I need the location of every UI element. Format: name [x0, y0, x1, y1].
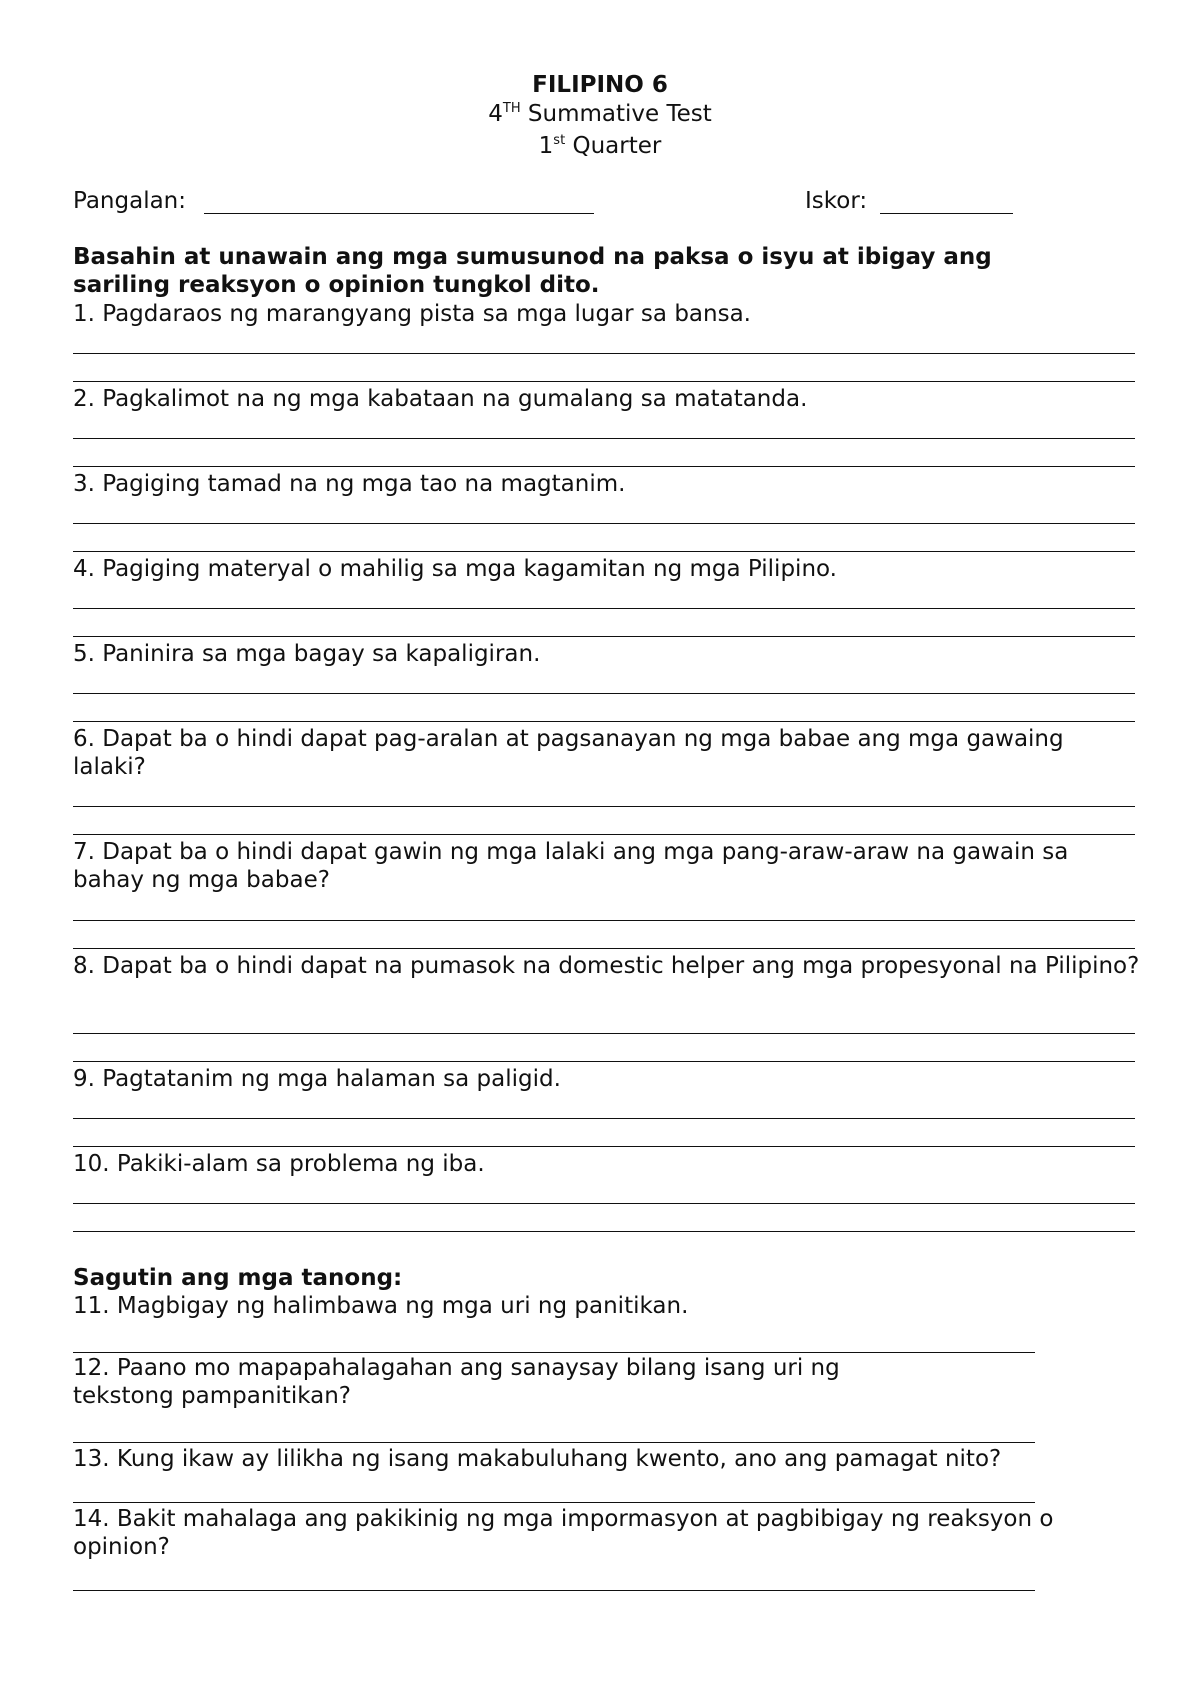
question-5: 5. Paninira sa mga bagay sa kapaligiran.	[73, 641, 541, 667]
answer-line[interactable]	[73, 834, 1135, 835]
section1-instruction: Basahin at unawain ang mga sumusunod na paksa o isyu at ibigay ang sariling reaksyon o opinion tungkol dito.	[73, 244, 992, 298]
name-label: Pangalan:	[73, 188, 187, 214]
header	[0, 71, 1200, 164]
document-title: FILIPINO 6	[532, 72, 668, 98]
question-12: 12. Paano mo mapapahalagahan ang sanaysay bilang isang uri ng tekstong pampanitikan?	[73, 1355, 840, 1409]
answer-line[interactable]	[73, 693, 1135, 694]
answer-line[interactable]	[73, 1061, 1135, 1062]
question-9: 9. Pagtatanim ng mga halaman sa paligid.	[73, 1066, 561, 1092]
question-6: 6. Dapat ba o hindi dapat pag-aralan at pagsanayan ng mga babae ang mga gawaing lalaki?	[73, 726, 1064, 780]
section2-instruction: Sagutin ang mga tanong:	[73, 1265, 403, 1291]
answer-line[interactable]	[73, 551, 1135, 552]
score-answer-line[interactable]	[880, 213, 1013, 214]
answer-line[interactable]	[73, 1118, 1135, 1119]
quarter-subtitle	[0, 132, 1200, 164]
question-4: 4. Pagiging materyal o mahilig sa mga kagamitan ng mga Pilipino.	[73, 556, 837, 582]
answer-line[interactable]	[73, 920, 1135, 921]
answer-line[interactable]	[73, 466, 1135, 467]
question-14: 14. Bakit mahalaga ang pakikinig ng mga impormasyon at pagbibigay ng reaksyon o opinion?	[73, 1506, 1054, 1560]
question-10: 10. Pakiki-alam sa problema ng iba.	[73, 1151, 485, 1177]
test-number-suffix: TH	[502, 101, 521, 116]
answer-line[interactable]	[73, 608, 1135, 609]
question-11: 11. Magbigay ng halimbawa ng mga uri ng panitikan.	[73, 1293, 689, 1319]
answer-line[interactable]	[73, 1231, 1135, 1232]
answer-line[interactable]	[73, 438, 1135, 439]
quarter-label: Quarter	[572, 133, 662, 159]
answer-line[interactable]	[73, 948, 1135, 949]
quarter-number-suffix: st	[553, 133, 566, 148]
answer-line[interactable]	[73, 1590, 1035, 1591]
answer-line[interactable]	[73, 636, 1135, 637]
test-label: Summative Test	[527, 101, 712, 127]
answer-line[interactable]	[73, 1033, 1135, 1034]
answer-line[interactable]	[73, 381, 1135, 382]
question-13: 13. Kung ikaw ay lilikha ng isang makabuluhang kwento, ano ang pamagat nito?	[73, 1446, 1002, 1472]
question-1: 1. Pagdaraos ng marangyang pista sa mga lugar sa bansa.	[73, 301, 751, 327]
score-label: Iskor:	[805, 188, 868, 214]
question-2: 2. Pagkalimot na ng mga kabataan na gumalang sa matatanda.	[73, 386, 808, 412]
answer-line[interactable]	[73, 523, 1135, 524]
test-number: 4	[488, 101, 503, 127]
test-subtitle	[0, 100, 1200, 132]
answer-line[interactable]	[73, 1442, 1035, 1443]
answer-line[interactable]	[73, 806, 1135, 807]
answer-line[interactable]	[73, 1352, 1035, 1353]
answer-line[interactable]	[73, 353, 1135, 354]
answer-line[interactable]	[73, 721, 1135, 722]
quarter-number: 1	[538, 133, 554, 159]
question-8: 8. Dapat ba o hindi dapat na pumasok na domestic helper ang mga propesyonal na Pilipino?	[73, 953, 1140, 979]
name-answer-line[interactable]	[204, 213, 594, 214]
answer-line[interactable]	[73, 1146, 1135, 1147]
answer-line[interactable]	[73, 1502, 1035, 1503]
question-3: 3. Pagiging tamad na ng mga tao na magtanim.	[73, 471, 626, 497]
answer-line[interactable]	[73, 1203, 1135, 1204]
question-7: 7. Dapat ba o hindi dapat gawin ng mga lalaki ang mga pang-araw-araw na gawain sa bahay ng mga babae?	[73, 839, 1069, 893]
